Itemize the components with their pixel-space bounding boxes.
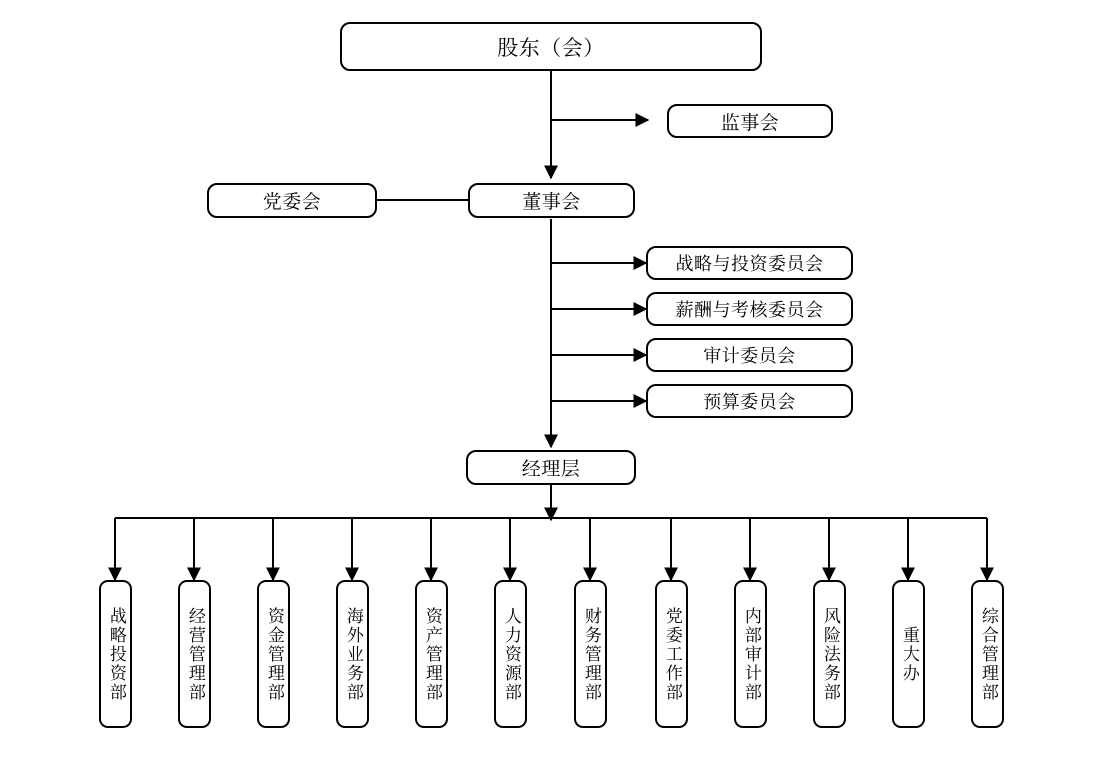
node-management-layer[interactable]: 经理层 — [466, 450, 636, 485]
node-dept-general-management[interactable]: 综合管理部 — [971, 580, 1004, 728]
node-dept-finance-management[interactable]: 财务管理部 — [574, 580, 607, 728]
node-shareholders[interactable]: 股东（会） — [340, 22, 762, 71]
node-dept-business-management[interactable]: 经营管理部 — [178, 580, 211, 728]
node-dept-party-committee-work[interactable]: 党委工作部 — [655, 580, 688, 728]
node-supervisory-board[interactable]: 监事会 — [667, 104, 833, 138]
node-dept-major-projects-office[interactable]: 重大办 — [892, 580, 925, 728]
node-committee-compensation-assessment[interactable]: 薪酬与考核委员会 — [646, 292, 853, 326]
node-committee-strategy-investment[interactable]: 战略与投资委员会 — [646, 246, 853, 280]
node-dept-human-resources[interactable]: 人力资源部 — [494, 580, 527, 728]
node-dept-internal-audit[interactable]: 内部审计部 — [734, 580, 767, 728]
node-board-of-directors[interactable]: 董事会 — [468, 183, 635, 218]
node-dept-overseas-business[interactable]: 海外业务部 — [336, 580, 369, 728]
node-committee-budget[interactable]: 预算委员会 — [646, 384, 853, 418]
node-dept-strategic-investment[interactable]: 战略投资部 — [99, 580, 132, 728]
node-dept-fund-management[interactable]: 资金管理部 — [257, 580, 290, 728]
node-dept-asset-management[interactable]: 资产管理部 — [415, 580, 448, 728]
node-committee-audit[interactable]: 审计委员会 — [646, 338, 853, 372]
node-party-committee[interactable]: 党委会 — [207, 183, 377, 218]
node-dept-risk-legal[interactable]: 风险法务部 — [813, 580, 846, 728]
